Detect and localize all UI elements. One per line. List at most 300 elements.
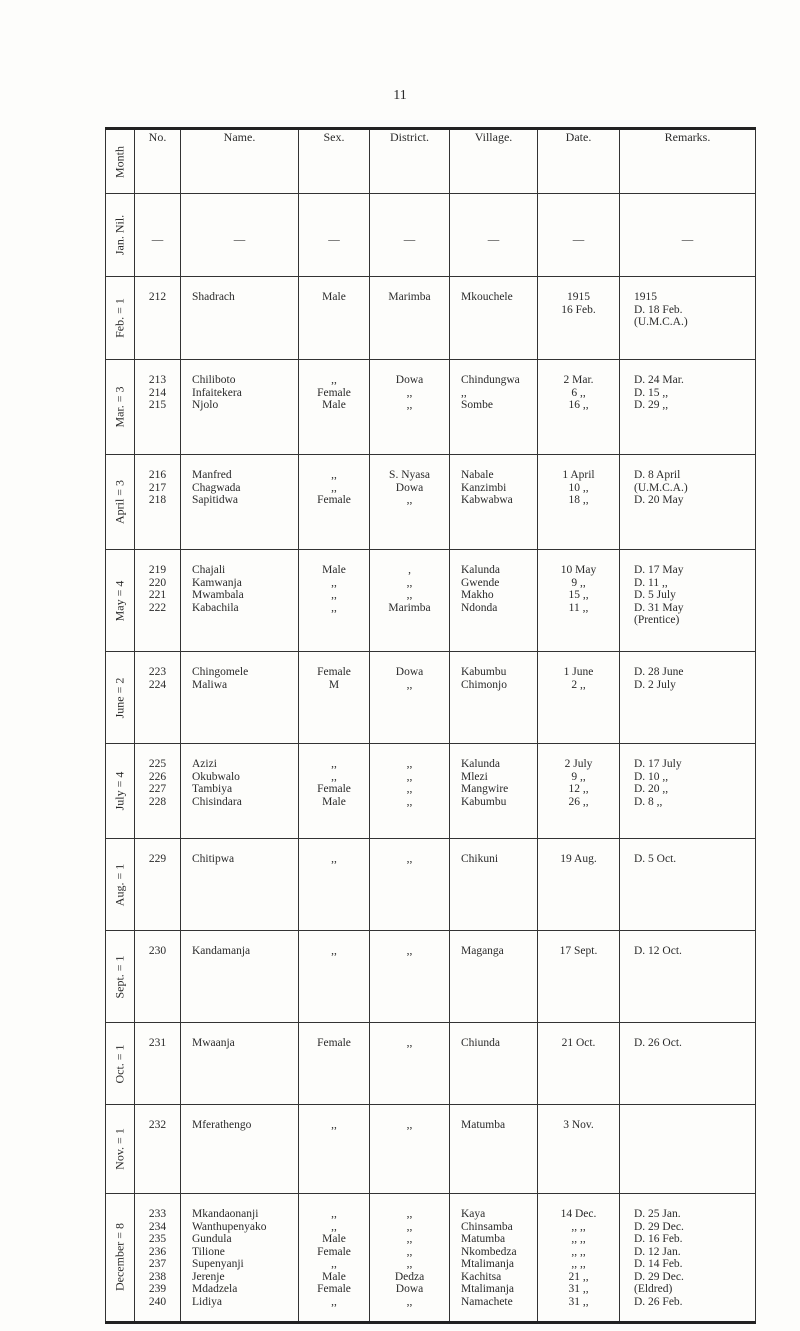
district-entry: Marimba: [388, 601, 431, 614]
village-entry: Kachitsa: [461, 1270, 502, 1283]
remarks-cell: [620, 194, 756, 277]
district-entry: ,,: [406, 1258, 413, 1270]
village-entry: Kabumbu: [461, 666, 507, 678]
no-cell: [135, 1023, 181, 1105]
name-entry: Kamwanja: [192, 576, 242, 589]
no-entry: 217: [148, 481, 167, 494]
no-entry: 219: [148, 564, 167, 576]
name-entry: Mkandaonanji: [192, 1208, 259, 1220]
sex-cell: [299, 839, 370, 931]
remarks-entry: D. 26 Oct.: [634, 1037, 682, 1049]
month-label: June = 2: [106, 652, 135, 744]
date-entry: 12 ,,: [568, 783, 589, 795]
month-label: Oct. = 1: [106, 1023, 135, 1105]
sex-entry: Female: [317, 1037, 351, 1049]
name-cell: [181, 839, 299, 931]
date-cell: [538, 550, 620, 652]
remarks-entry: (Prentice): [634, 614, 680, 626]
remarks-entry: D. 17 May: [634, 564, 684, 576]
date-entry: ,, ,,: [571, 1233, 586, 1245]
district-cell: [370, 360, 450, 455]
remarks-entry: D. 8 April: [634, 469, 681, 481]
name-entry: Chagwada: [192, 481, 241, 494]
remarks-entry: D. 29 Dec.: [634, 1270, 684, 1283]
remarks-entry: (Eldred): [634, 1283, 673, 1295]
header-month: Month: [106, 129, 135, 194]
date-cell: [538, 277, 620, 360]
district-entry: ,,: [406, 678, 413, 691]
month-group-row: [106, 194, 756, 277]
village-cell: [450, 839, 538, 931]
village-entry: Chinsamba: [461, 1220, 513, 1233]
sex-entry: ,,: [331, 481, 337, 494]
district-entry: ,,: [406, 1245, 413, 1258]
name-entry: Maliwa: [192, 678, 228, 691]
sex-entry: Female: [317, 494, 351, 506]
name-entry: Kabachila: [192, 601, 239, 614]
sex-cell: [299, 1105, 370, 1194]
no-entry: 220: [148, 576, 167, 589]
no-entry: 216: [148, 469, 167, 481]
name-entry: Manfred: [192, 469, 232, 481]
month-label: May = 4: [106, 550, 135, 652]
sex-cell: [299, 931, 370, 1023]
nil-dash: —: [572, 234, 585, 246]
sex-entry: ,,: [331, 1220, 337, 1233]
header-remarks: Remarks.: [620, 129, 756, 194]
name-entry: Njolo: [192, 399, 219, 411]
district-entry: ,,: [406, 386, 413, 399]
remarks-entry: D. 31 May: [634, 601, 684, 614]
remarks-entry: D. 10 ,,: [634, 770, 669, 783]
village-cell: [450, 194, 538, 277]
village-cell: [450, 1105, 538, 1194]
nil-dash: —: [233, 234, 246, 246]
remarks-entry: D. 5 July: [634, 589, 676, 601]
name-cell: [181, 550, 299, 652]
sex-entry: Male: [322, 399, 346, 411]
district-entry: ,,: [406, 945, 413, 957]
nil-dash: —: [403, 234, 416, 246]
date-cell: [538, 1105, 620, 1194]
header-village: Village.: [450, 129, 538, 194]
sex-cell: [299, 455, 370, 550]
date-cell: [538, 744, 620, 839]
date-entry: 9 ,,: [571, 576, 586, 589]
date-entry: 18 ,,: [568, 494, 589, 506]
no-cell: [135, 1194, 181, 1323]
name-cell: [181, 744, 299, 839]
district-entry: ,,: [406, 1220, 413, 1233]
no-entry: 240: [148, 1295, 167, 1308]
sex-entry: Female: [317, 783, 351, 795]
name-entry: Mferathengo: [192, 1119, 252, 1131]
name-entry: Mdadzela: [192, 1283, 238, 1295]
name-entry: Tambiya: [192, 783, 233, 795]
name-entry: Chisindara: [192, 795, 242, 808]
remarks-cell: [620, 550, 756, 652]
district-entry: Dowa: [395, 1283, 424, 1295]
village-cell: [450, 1023, 538, 1105]
village-entry: Chimonjo: [461, 678, 508, 691]
no-entry: 212: [148, 291, 167, 303]
sex-cell: [299, 550, 370, 652]
date-entry: 21 ,,: [568, 1270, 589, 1283]
no-entry: 238: [148, 1270, 167, 1283]
village-cell: [450, 1194, 538, 1323]
page-number: 11: [393, 88, 407, 103]
header-district: District.: [370, 129, 450, 194]
remarks-entry: D. 5 Oct.: [634, 853, 677, 865]
village-entry: Namachete: [461, 1295, 513, 1308]
remarks-entry: D. 14 Feb.: [634, 1258, 683, 1270]
month-group-row: [106, 1105, 756, 1194]
district-cell: [370, 931, 450, 1023]
no-entry: 225: [148, 758, 167, 770]
nil-dash: —: [328, 234, 340, 246]
no-entry: 229: [148, 853, 167, 865]
date-entry: 10 May: [560, 564, 597, 576]
district-cell: [370, 744, 450, 839]
sex-entry: ,,: [331, 601, 337, 614]
district-entry: ,,: [406, 1208, 413, 1220]
district-entry: ,,: [406, 576, 413, 589]
village-entry: Chiunda: [461, 1037, 500, 1049]
remarks-entry: D. 26 Feb.: [634, 1295, 683, 1308]
village-entry: Kaya: [461, 1208, 486, 1220]
no-cell: [135, 550, 181, 652]
district-entry: ,,: [406, 494, 413, 506]
district-cell: [370, 652, 450, 744]
date-entry: 1 June: [563, 666, 594, 678]
no-entry: 224: [148, 678, 167, 691]
sex-cell: [299, 194, 370, 277]
district-entry: ,,: [406, 1295, 413, 1308]
remarks-entry: [634, 1308, 755, 1321]
village-entry: Mlezi: [461, 770, 488, 783]
remarks-cell: [620, 931, 756, 1023]
date-entry: 1915: [567, 291, 590, 303]
remarks-entry: 1915: [634, 291, 657, 303]
no-entry: 222: [148, 601, 167, 614]
district-entry: ,,: [406, 853, 413, 865]
village-entry: Chikuni: [461, 853, 499, 865]
month-group-row: [106, 1194, 756, 1323]
district-cell: [370, 194, 450, 277]
district-entry: Marimba: [388, 291, 431, 303]
register-body: [106, 194, 756, 1323]
date-entry: 16 ,,: [568, 399, 589, 411]
date-entry: 21 Oct.: [561, 1037, 596, 1049]
district-entry: ,: [408, 564, 411, 576]
remarks-entry: D. 12 Jan.: [634, 1245, 681, 1258]
remarks-entry: D. 16 Feb.: [634, 1233, 683, 1245]
month-group-row: [106, 360, 756, 455]
district-cell: [370, 277, 450, 360]
village-entry: Chindungwa: [461, 374, 520, 386]
village-entry: Kalunda: [461, 564, 500, 576]
remarks-entry: D. 25 Jan.: [634, 1208, 681, 1220]
village-cell: [450, 360, 538, 455]
month-group-row: [106, 652, 756, 744]
no-entry: 215: [148, 399, 167, 411]
village-entry: Sombe: [461, 399, 493, 411]
sex-cell: [299, 1023, 370, 1105]
sex-entry: ,,: [331, 374, 337, 386]
remarks-entry: D. 20 May: [634, 494, 684, 506]
sex-entry: ,,: [331, 469, 337, 481]
name-entry: Mwambala: [192, 589, 244, 601]
month-group-row: [106, 277, 756, 360]
remarks-entry: (U.M.C.A.): [634, 316, 688, 328]
sex-entry: Male: [322, 291, 346, 303]
date-entry: ,, ,,: [571, 1220, 586, 1233]
name-entry: Lidiya: [192, 1295, 223, 1308]
district-entry: S. Nyasa: [389, 469, 430, 481]
district-entry: ,,: [406, 1233, 413, 1245]
sex-entry: ,,: [331, 1208, 337, 1220]
name-entry: Gundula: [192, 1233, 232, 1245]
sex-entry: Male: [322, 1233, 346, 1245]
sex-entry: ,,: [331, 1119, 337, 1131]
no-cell: [135, 194, 181, 277]
header-no: No.: [135, 129, 181, 194]
no-entry: 233: [148, 1208, 167, 1220]
name-entry: Supenyanji: [192, 1258, 244, 1270]
month-group-row: [106, 839, 756, 931]
no-entry: 227: [148, 783, 167, 795]
month-group-row: [106, 744, 756, 839]
remarks-cell: [620, 360, 756, 455]
date-entry: 1 April: [562, 469, 595, 481]
name-entry: Shadrach: [192, 291, 235, 303]
no-cell: [135, 1105, 181, 1194]
district-entry: ,,: [406, 795, 413, 808]
sex-entry: ,,: [331, 589, 337, 601]
no-entry: 236: [148, 1245, 167, 1258]
remarks-entry: D. 12 Oct.: [634, 945, 682, 957]
header-name: Name.: [181, 129, 299, 194]
sex-entry: Female: [317, 666, 351, 678]
month-label: April = 3: [106, 455, 135, 550]
village-cell: [450, 744, 538, 839]
name-entry: Chajali: [192, 564, 226, 576]
name-cell: [181, 1023, 299, 1105]
village-cell: [450, 931, 538, 1023]
name-entry: Mwaanja: [192, 1037, 235, 1049]
date-entry: 14 Dec.: [560, 1208, 597, 1220]
village-entry: Mkouchele: [461, 291, 513, 303]
date-cell: [538, 931, 620, 1023]
no-entry: 228: [148, 795, 167, 808]
name-entry: Infaitekera: [192, 386, 242, 399]
sex-entry: ,,: [331, 853, 337, 865]
no-entry: 231: [148, 1037, 167, 1049]
district-entry: ,,: [406, 758, 413, 770]
remarks-cell: [620, 652, 756, 744]
name-entry: Wanthupenyako: [192, 1220, 267, 1233]
remarks-entry: D. 17 July: [634, 758, 682, 770]
name-entry: Azizi: [192, 758, 217, 770]
no-cell: [135, 360, 181, 455]
village-cell: [450, 277, 538, 360]
remarks-entry: (U.M.C.A.): [634, 481, 688, 494]
village-entry: ,,: [461, 386, 467, 399]
remarks-cell: [620, 1105, 756, 1194]
date-cell: [538, 1023, 620, 1105]
remarks-cell: [620, 744, 756, 839]
district-entry: Dowa: [395, 374, 424, 386]
date-entry: 2 July: [564, 758, 593, 770]
village-cell: [450, 455, 538, 550]
no-entry: 237: [148, 1258, 167, 1270]
no-entry: 213: [148, 374, 167, 386]
no-entry: 235: [148, 1233, 167, 1245]
district-entry: ,,: [406, 1119, 413, 1131]
no-entry: 218: [148, 494, 167, 506]
month-label: Feb. = 1: [106, 277, 135, 360]
name-entry: Chiliboto: [192, 374, 236, 386]
sex-entry: ,,: [331, 770, 337, 783]
sex-cell: [299, 1194, 370, 1323]
remarks-entry: D. 29 Dec.: [634, 1220, 684, 1233]
no-cell: [135, 744, 181, 839]
village-cell: [450, 550, 538, 652]
no-cell: [135, 931, 181, 1023]
sex-entry: Female: [317, 386, 351, 399]
month-label: July = 4: [106, 744, 135, 839]
month-group-row: [106, 550, 756, 652]
header-row: [106, 129, 756, 194]
no-entry: 221: [148, 589, 167, 601]
header-sex: Sex.: [299, 129, 370, 194]
name-cell: [181, 277, 299, 360]
name-entry: Kandamanja: [192, 945, 251, 957]
register-table: [105, 127, 756, 1324]
name-cell: [181, 931, 299, 1023]
remarks-entry: D. 18 Feb.: [634, 303, 683, 316]
name-cell: [181, 1105, 299, 1194]
no-entry: 223: [148, 666, 167, 678]
village-entry: Kalunda: [461, 758, 500, 770]
district-entry: Dedza: [394, 1270, 425, 1283]
no-entry: 226: [148, 770, 167, 783]
village-entry: Mtalimanja: [461, 1283, 515, 1295]
no-cell: [135, 652, 181, 744]
village-entry: Kabumbu: [461, 795, 507, 808]
village-entry: Matumba: [461, 1119, 506, 1131]
month-group-row: [106, 931, 756, 1023]
village-entry: Makho: [461, 589, 494, 601]
remarks-entry: D. 2 July: [634, 678, 676, 691]
district-entry: Dowa: [395, 666, 424, 678]
nil-dash: —: [487, 234, 500, 246]
no-entry: 230: [148, 945, 167, 957]
date-cell: [538, 194, 620, 277]
name-cell: [181, 360, 299, 455]
name-entry: Jerenje: [192, 1270, 225, 1283]
nil-dash: —: [681, 234, 694, 246]
remarks-entry: D. 11 ,,: [634, 576, 668, 589]
date-entry: 19 Aug.: [560, 853, 597, 865]
header-date: Date.: [538, 129, 620, 194]
district-entry: ,,: [406, 1037, 413, 1049]
district-entry: ,,: [406, 589, 413, 601]
month-label: Aug. = 1: [106, 839, 135, 931]
name-entry: Chingomele: [192, 666, 249, 678]
sex-entry: Male: [322, 564, 346, 576]
district-entry: Dowa: [395, 481, 424, 494]
village-entry: Maganga: [461, 945, 504, 957]
sex-entry: ,,: [331, 1258, 337, 1270]
remarks-entry: D. 15 ,,: [634, 386, 669, 399]
date-cell: [538, 839, 620, 931]
sex-entry: Female: [317, 1283, 351, 1295]
date-entry: 9 ,,: [571, 770, 586, 783]
village-entry: Mangwire: [461, 783, 509, 795]
district-cell: [370, 550, 450, 652]
date-cell: [538, 455, 620, 550]
village-entry: Matumba: [461, 1233, 506, 1245]
district-entry: ,,: [406, 770, 413, 783]
sex-entry: M: [328, 678, 340, 691]
sex-entry: ,,: [331, 1295, 337, 1308]
nil-dash: —: [151, 234, 164, 246]
no-cell: [135, 839, 181, 931]
date-entry: 16 Feb.: [561, 303, 596, 316]
date-entry: 26 ,,: [568, 795, 589, 808]
date-cell: [538, 652, 620, 744]
name-cell: [181, 455, 299, 550]
village-cell: [450, 652, 538, 744]
date-entry: 10 ,,: [568, 481, 589, 494]
date-entry: 11 ,,: [568, 601, 589, 614]
village-entry: Kanzimbi: [461, 481, 507, 494]
remarks-cell: [620, 277, 756, 360]
month-group-row: [106, 455, 756, 550]
village-entry: Mtalimanja: [461, 1258, 515, 1270]
sex-cell: [299, 360, 370, 455]
month-label: Nov. = 1: [106, 1105, 135, 1194]
name-cell: [181, 1194, 299, 1323]
name-entry: Okubwalo: [192, 770, 240, 783]
remarks-entry: [634, 507, 755, 520]
sex-cell: [299, 744, 370, 839]
name-cell: [181, 652, 299, 744]
village-entry: Nkombedza: [461, 1245, 517, 1258]
remarks-entry: D. 28 June: [634, 666, 684, 678]
district-entry: ,,: [406, 783, 413, 795]
village-entry: Ndonda: [461, 601, 498, 614]
remarks-cell: [620, 455, 756, 550]
date-entry: 6 ,,: [571, 386, 586, 399]
name-entry: Sapitidwa: [192, 494, 238, 506]
village-entry: Gwende: [461, 576, 500, 589]
no-entry: 239: [148, 1283, 167, 1295]
month-label: Sept. = 1: [106, 931, 135, 1023]
remarks-cell: [620, 1023, 756, 1105]
no-cell: [135, 277, 181, 360]
month-label: December = 8: [106, 1194, 135, 1323]
remarks-cell: [620, 1194, 756, 1323]
date-entry: 31 ,,: [568, 1283, 589, 1295]
remarks-entry: D. 24 Mar.: [634, 374, 684, 386]
remarks-entry: D. 20 ,,: [634, 783, 669, 795]
month-label: Jan. Nil.: [106, 194, 135, 277]
sex-entry: ,,: [331, 758, 337, 770]
date-entry: 15 ,,: [568, 589, 589, 601]
district-cell: [370, 1194, 450, 1323]
